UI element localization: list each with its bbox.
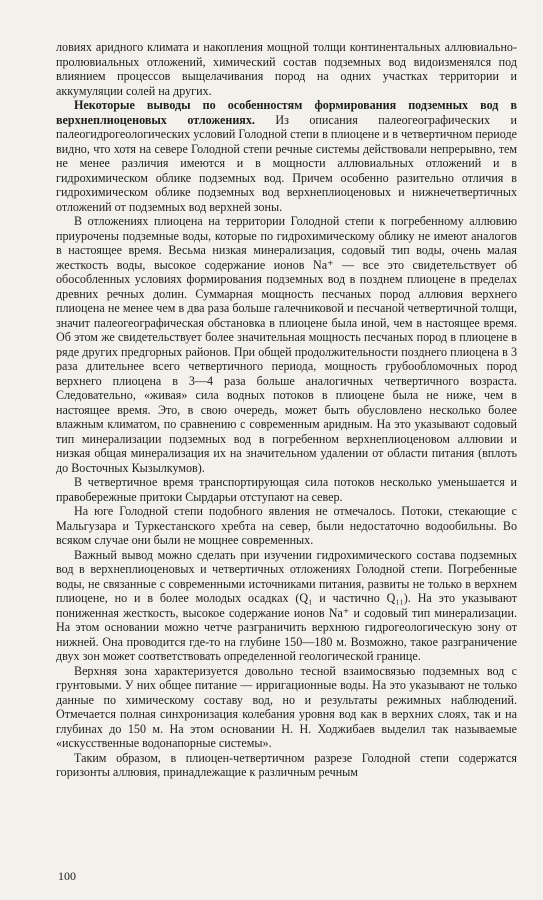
paragraph-2: [56, 98, 517, 214]
paragraph-3: [56, 214, 517, 475]
paragraph-7: [56, 664, 517, 751]
paragraph-1-text: ловиях аридного климата и накопления мощной толщи континентальных аллювиально-пролювиальных отложений, химический состав подземных вод видоизменялся под влиянием процессов выщелачивания пород на одних участках территории и аккумуляции солей на других.: [56, 40, 517, 98]
page-body: [56, 40, 517, 780]
paragraph-5: [56, 504, 517, 548]
paragraph-7-text: Верхняя зона характеризуется довольно тесной взаимосвязью подземных вод с грунтовыми. У них общее питание — ирригационные воды. На это указывают не только данные по химическому составу вод, но и результаты режимных наблюдений. Отмечается полная синхронизация колебания уровня вод как в верхних слоях, так и на глубинах до 150 м. На этом основании Н. Н. Ходжибаев выделил так называемые «искусственные водонапорные системы».: [56, 663, 517, 750]
paragraph-5-text: На юге Голодной степи подобного явления не отмечалось. Потоки, стекающие с Мальгузара и Туркестанского хребта на север, были недостаточно водообильны. Во всяком случае они были не мощнее современных.: [56, 504, 517, 547]
paragraph-3-text: В отложениях плиоцена на территории Голодной степи к погребенному аллювию приурочены подземные воды, которые по гидрохимическому облику не имеют аналогов в настоящее время. Весьма низкая минерализация, содовый тип воды, очень малая жесткость воды, высокое содержание ионов Na⁺ — все это свидетельствует об обособленных условиях формирования подземных вод в позднем плиоцене в пределах древних речных долин. Суммарная мощность песчаных пород аллювия верхнего плиоцена не менее чем в два раза больше галечниковой и песчаной четвертичной толщи, значит палеогеографическая обстановка в плиоцене была иной, чем в настоящее время. Об этом же свидетельствует более значительная мощность песчаных пород в плиоцене в ряде других предгорных районов. При общей продолжительности позднего плиоцена в 3 раза длительнее всего четвертичного периода, мощность грубообломочных пород верхнего плиоцена в 3—4 раза больше аналогичных четвертичного возраста. Следовательно, «живая» сила водных потоков в плиоцене была не ниже, чем в настоящее время. Это, в свою очередь, может быть обусловлено несколько более влажным климатом, по сравнению с современным аридным. На это указывают содовый тип минерализации подземных вод в погребенном верхнеплиоценовом аллювии и низкая общая минерализация их на значительном удалении от области питания (вплоть до Восточных Кызылкумов).: [56, 214, 517, 475]
paragraph-6: [56, 548, 517, 664]
page-number: 100: [58, 869, 76, 883]
paragraph-8: [56, 751, 517, 780]
paragraph-1: [56, 40, 517, 98]
paragraph-2-text: Из описания палеогеографических и палеогидрогеологических условий Голодной степи в плиоцене и в четвертичном периоде видно, что хотя на севере Голодной степи речные системы действовали непрерывно, тем не менее различия имеются и в мощности аллювиальных отложений и в гидрохимическом облике подземных вод. Причем особенно разительно отличия в гидрохимическом облике подземных вод верхнеплиоценовых и нижнечетвертичных отложений от подземных вод верхней зоны.: [56, 112, 517, 214]
section-heading: Некоторые выводы по особенностям формирования подземных вод в верхнеплиоценовых отложениях.: [56, 98, 517, 127]
paragraph-6-text: Важный вывод можно сделать при изучении гидрохимического состава подземных вод в верхнеплиоценовых и четвертичных отложениях Голодной степи. Погребенные воды, не связанные с современными источниками питания, развиты не только в верхнем плиоцене, но и в более молодых осадках (Q₁ и частично Q₁₁). На это указывают пониженная жесткость, высокое содержание ионов Na⁺ и содовый тип минерализации. На этом основании можно четче разграничить верхнюю гидрогеологическую зону от нижней. Она проводится где-то на глубине 150—180 м. Возможно, такое разграничение двух зон может соответствовать определенной геологической границе.: [56, 547, 517, 663]
paragraph-4-text: В четвертичное время транспортирующая сила потоков несколько уменьшается и правобережные притоки Сырдарьи отступают на север.: [56, 475, 517, 504]
paragraph-4: [56, 475, 517, 504]
paragraph-8-text: Таким образом, в плиоцен-четвертичном разрезе Голодной степи содержатся горизонты аллювия, принадлежащие к различным речным: [56, 750, 517, 779]
